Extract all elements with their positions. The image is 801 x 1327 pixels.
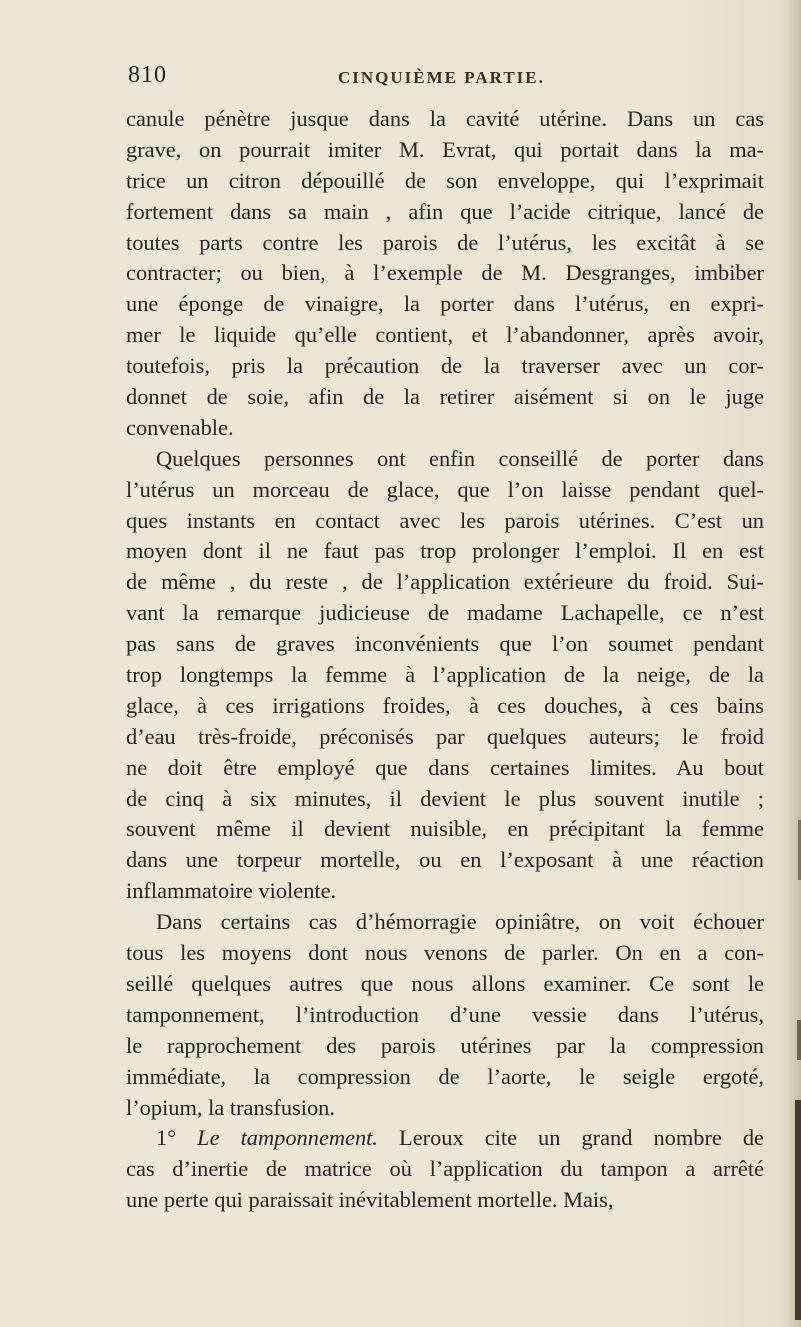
text-line: cas d’inertie de matrice où l’application du tampon a arrêté xyxy=(126,1156,764,1182)
text-line: toutes parts contre les parois de l’utérus, les excitât à se xyxy=(126,229,764,255)
text-line: immédiate, la compression de l’aorte, le seigle ergoté, xyxy=(126,1063,764,1089)
page-edge-mark xyxy=(795,1100,801,1320)
text-line: glace, à ces irrigations froides, à ces douches, à ces bains xyxy=(126,692,764,718)
text-line: trop longtemps la femme à l’application de la neige, de la xyxy=(126,662,764,688)
text-line: moyen dont il ne faut pas trop prolonger l’emploi. Il en est xyxy=(126,538,764,564)
body-text xyxy=(126,104,764,1216)
page-number: 810 xyxy=(128,62,167,88)
text-line: inflammatoire violente. xyxy=(126,878,337,904)
text-line: vant la remarque judicieuse de madame Lachapelle, ce n’est xyxy=(126,600,764,626)
paragraph xyxy=(126,1123,764,1216)
text-line: donnet de soie, afin de la retirer aisément si on le juge xyxy=(126,384,764,410)
section-number: 1° xyxy=(156,1125,177,1151)
text-line: canule pénètre jusque dans la cavité utérine. Dans un cas xyxy=(126,106,764,131)
text-line: seillé quelques autres que nous allons examiner. Ce sont le xyxy=(126,970,764,996)
text-line: mer le liquide qu’elle contient, et l’abandonner, après avoir, xyxy=(126,322,764,348)
text-line: fortement dans sa main , afin que l’acide citrique, lancé de xyxy=(126,198,764,224)
text-line: de cinq à six minutes, il devient le plus souvent inutile ; xyxy=(126,785,764,811)
text-line: l’utérus un morceau de glace, que l’on laisse pendant quel- xyxy=(126,476,764,502)
text-line: tous les moyens dont nous venons de parler. On en a con- xyxy=(126,940,764,966)
page-edge-mark xyxy=(797,1020,801,1060)
text-line: souvent même il devient nuisible, en précipitant la femme xyxy=(126,816,764,842)
text-line: Quelques personnes ont enfin conseillé de porter dans xyxy=(156,445,764,471)
text-line: dans une torpeur mortelle, ou en l’exposant à une réaction xyxy=(126,847,764,873)
text-line: ne doit être employé que dans certaines limites. Au bout xyxy=(126,754,764,780)
section-title: Le tamponnement. xyxy=(197,1125,379,1151)
text-line: le rapprochement des parois utérines par la compression xyxy=(126,1032,764,1058)
text-line: convenable. xyxy=(126,414,234,440)
text-line: Dans certains cas d’hémorragie opiniâtre, on voit échouer xyxy=(156,909,764,935)
paragraph xyxy=(126,907,764,1123)
text-line: une éponge de vinaigre, la porter dans l’utérus, en expri- xyxy=(126,291,764,317)
text-line: pas sans de graves inconvénients que l’on soumet pendant xyxy=(126,631,764,657)
page-header xyxy=(128,60,768,94)
text-line: de même , du reste , de l’application extérieure du froid. Sui- xyxy=(126,569,764,595)
text-line: ques instants en contact avec les parois utérines. C’est un xyxy=(126,507,764,533)
text-line: une perte qui paraissait inévitablement mortelle. Mais, xyxy=(126,1187,614,1213)
paragraph xyxy=(126,444,764,907)
text-fragment: Leroux cite un grand nombre de xyxy=(378,1125,764,1151)
paragraph xyxy=(126,104,764,444)
running-head: CINQUIÈME PARTIE. xyxy=(338,68,545,87)
text-line: tamponnement, l’introduction d’une vessie dans l’utérus, xyxy=(126,1001,764,1027)
text-line xyxy=(126,1123,764,1154)
text-line: l’opium, la transfusion. xyxy=(126,1094,335,1120)
text-line: contracter; ou bien, à l’exemple de M. Desgranges, imbiber xyxy=(126,260,764,286)
text-line: toutefois, pris la précaution de la traverser avec un cor- xyxy=(126,353,764,379)
text-line: grave, on pourrait imiter M. Evrat, qui portait dans la ma- xyxy=(126,136,764,162)
text-line: trice un citron dépouillé de son enveloppe, qui l’exprimait xyxy=(126,167,764,193)
text-line: d’eau très-froide, préconisés par quelques auteurs; le froid xyxy=(126,723,764,749)
